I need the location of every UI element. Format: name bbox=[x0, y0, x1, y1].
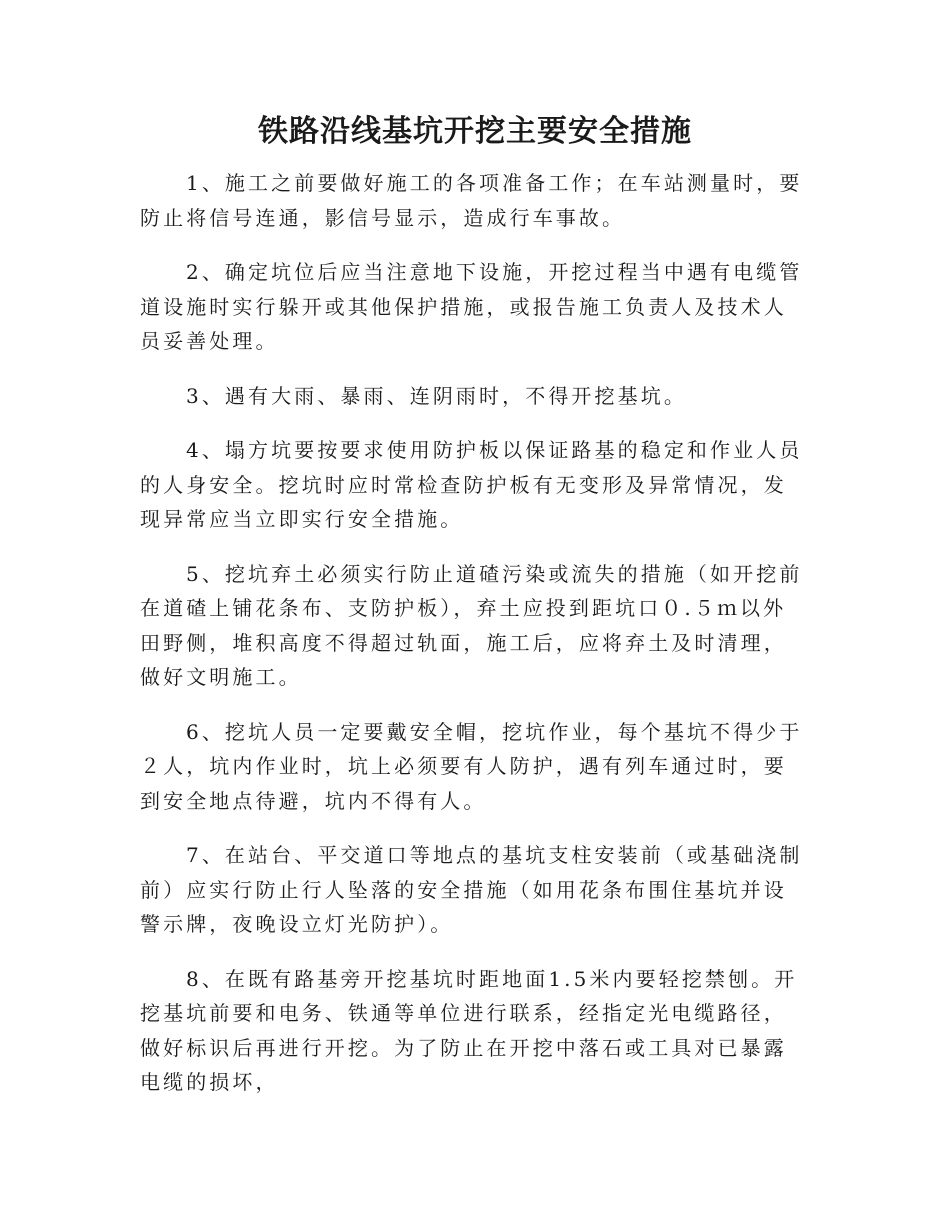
paragraph-5: 5、挖坑弃土必须实行防止道碴污染或流失的措施（如开挖前在道碴上铺花条布、支防护板），弃土应投到距坑口０.５ｍ以外田野侧，堆积高度不得超过轨面，施工后，应将弃土及时清理，做好文明施工。 bbox=[140, 561, 803, 689]
paragraph-3: 3、遇有大雨、暴雨、连阴雨时，不得开挖基坑。 bbox=[186, 383, 687, 408]
paragraph-4: 4、塌方坑要按要求使用防护板以保证路基的稳定和作业人员的人身安全。挖坑时应时常检查防护板有无变形及异常情况，发现异常应当立即实行安全措施。 bbox=[140, 438, 803, 531]
document-body bbox=[140, 166, 808, 1120]
paragraph-1: 1、施工之前要做好施工的各项准备工作；在车站测量时，要防止将信号连通，影信号显示，造成行车事故。 bbox=[140, 171, 803, 230]
paragraph-8: 8、在既有路基旁开挖基坑时距地面1.5米内要轻挖禁刨。开挖基坑前要和电务、铁通等单位进行联系，经指定光电缆路径，做好标识后再进行开挖。为了防止在开挖中落石或工具对已暴露电缆的损坏， bbox=[140, 966, 798, 1094]
paragraph-2: 2、确定坑位后应当注意地下设施，开挖过程当中遇有电缆管道设施时实行躲开或其他保护措施，或报告施工负责人及技术人员妥善处理。 bbox=[140, 260, 803, 353]
paragraph-7: 7、在站台、平交道口等地点的基坑支柱安装前（或基础浇制前）应实行防止行人坠落的安全措施（如用花条布围住基坑并设警示牌，夜晚设立灯光防护）。 bbox=[140, 843, 803, 936]
document-title: 铁路沿线基坑开挖主要安全措施 bbox=[258, 114, 692, 149]
paragraph-6: 6、挖坑人员一定要戴安全帽，挖坑作业，每个基坑不得少于２人，坑内作业时，坑上必须要有人防护，遇有列车通过时，要到安全地点待避，坑内不得有人。 bbox=[140, 719, 803, 813]
